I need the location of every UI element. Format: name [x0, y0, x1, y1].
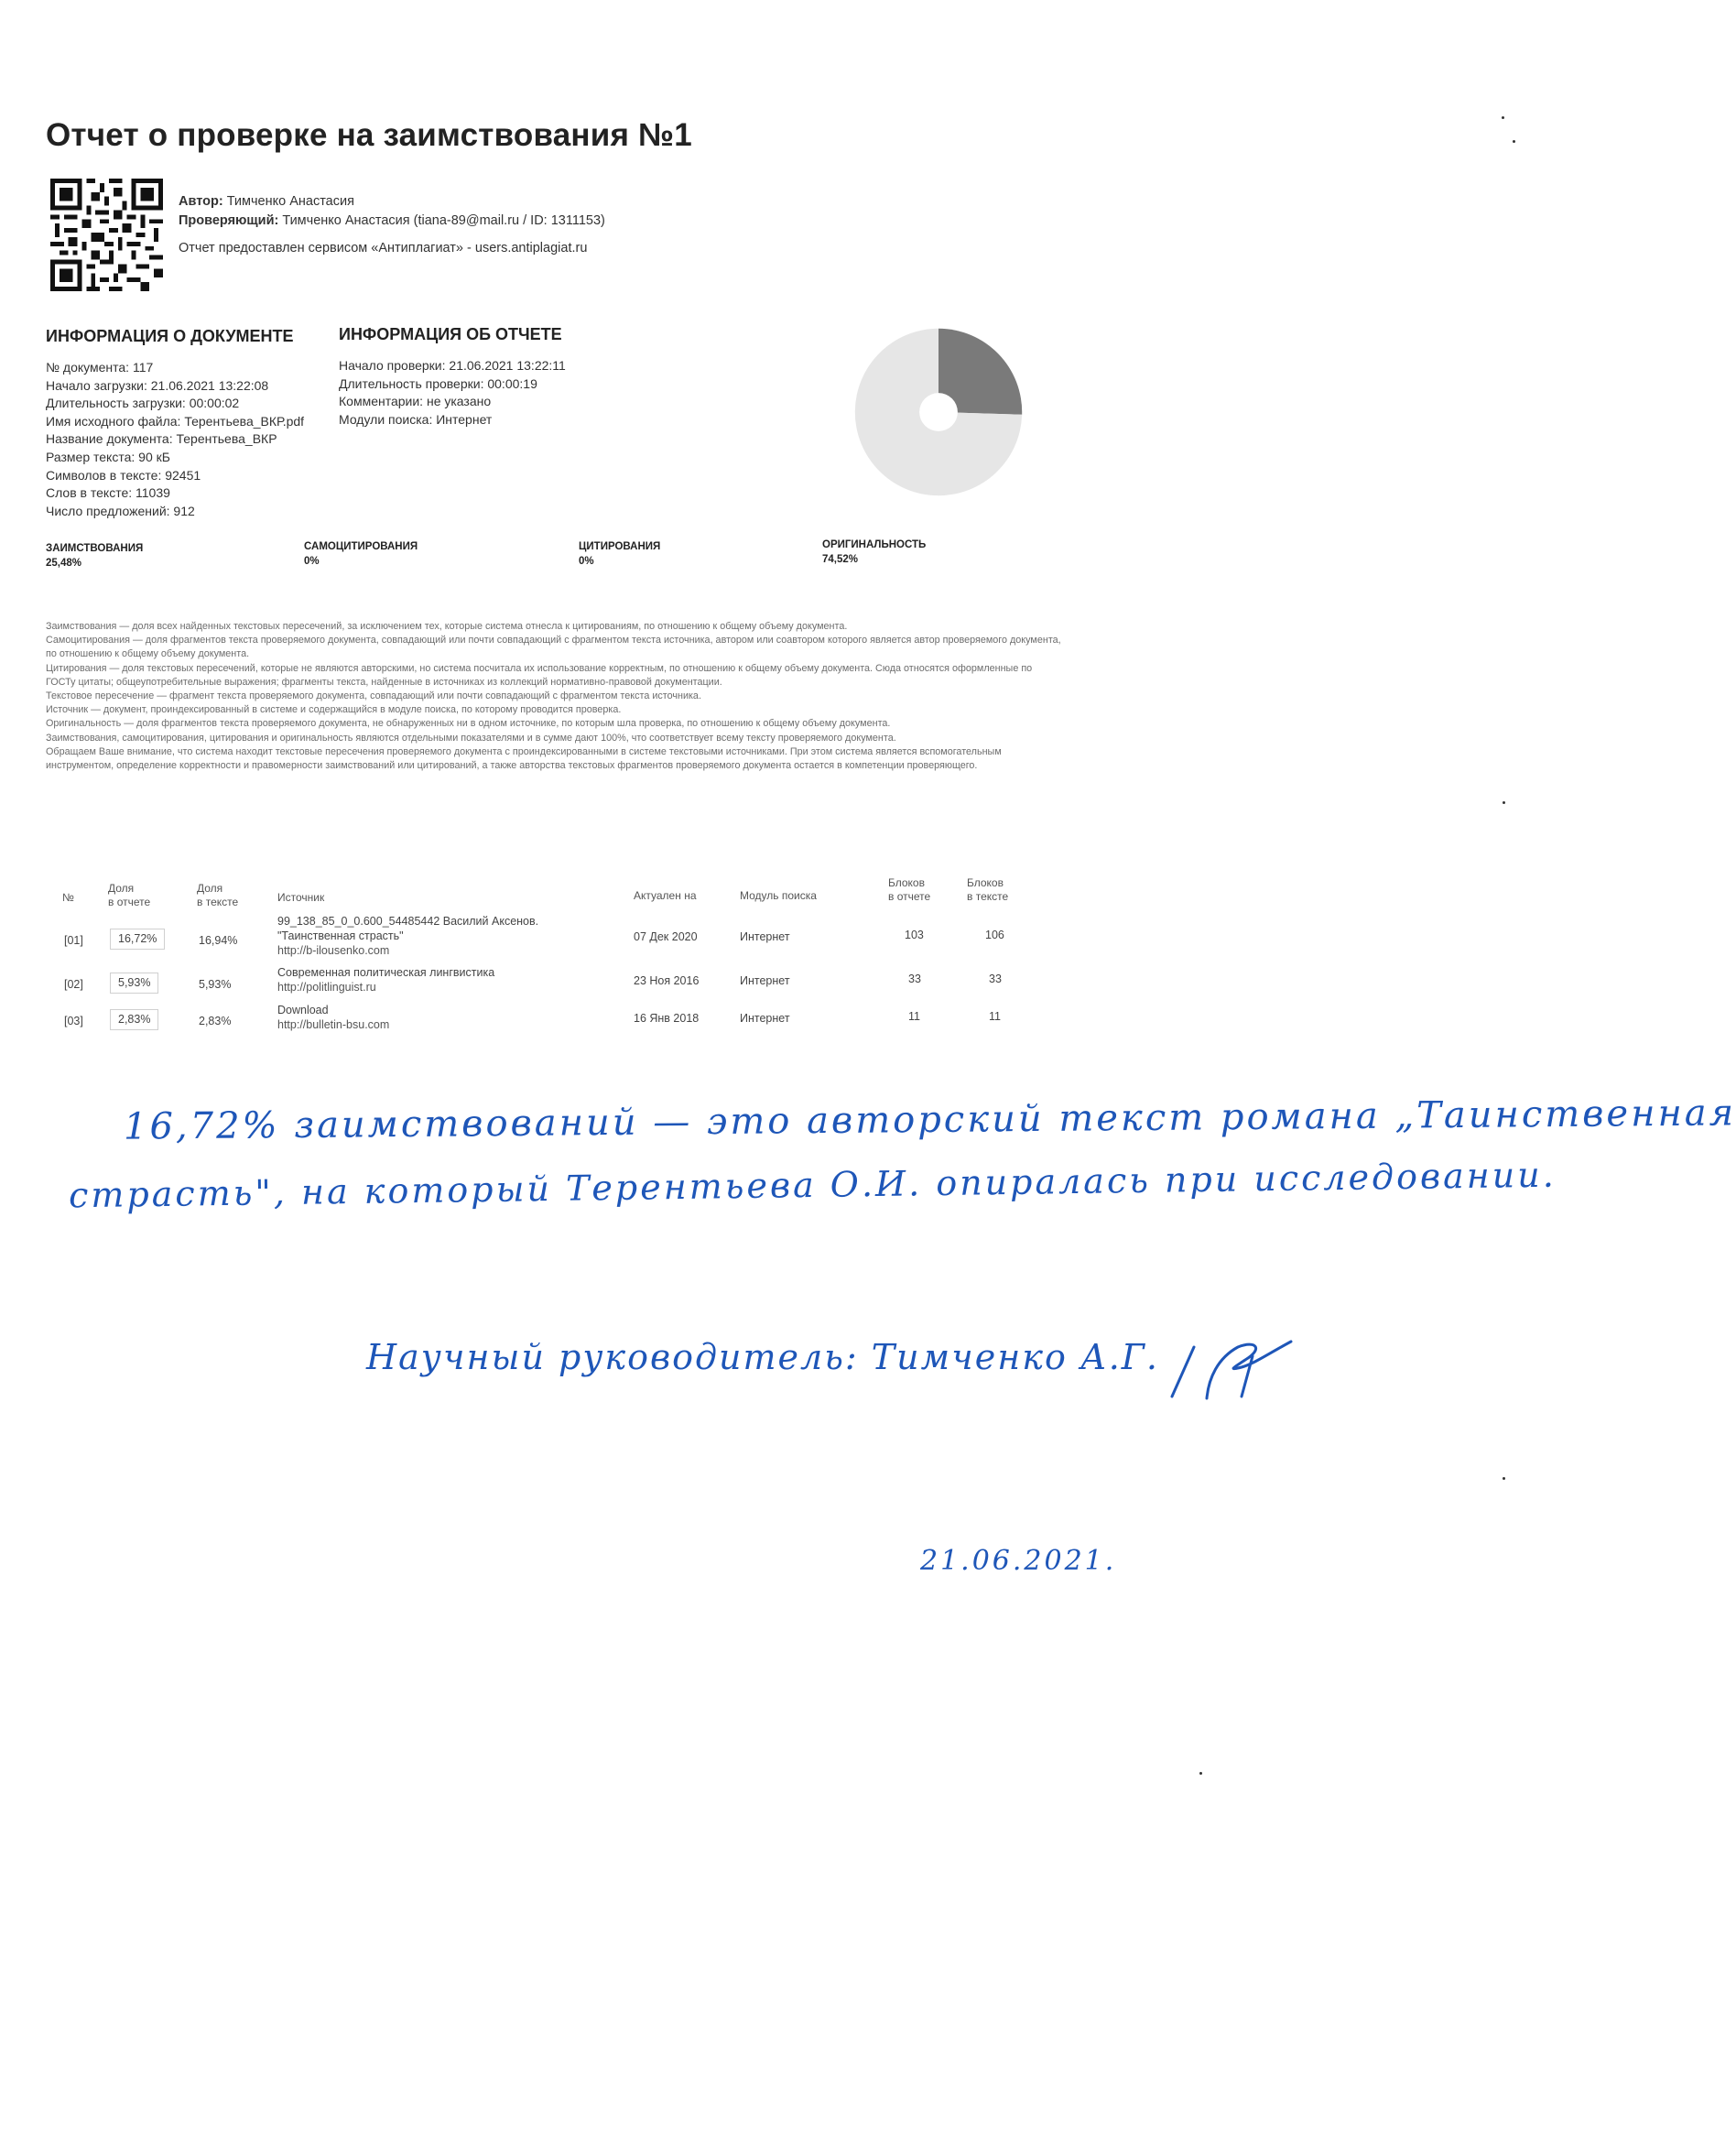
doc-info-section — [46, 327, 304, 520]
qr-code — [50, 179, 163, 291]
checker-name: Тимченко Анастасия (tiana-89@mail.ru / ID: 1311153) — [282, 213, 605, 228]
row-module: Интернет — [740, 1012, 790, 1025]
share-report-box: 5,93% — [110, 973, 158, 994]
row-module: Интернет — [740, 974, 790, 987]
originality-pie-chart — [852, 325, 1025, 499]
definition-paragraph: Источник — документ, проиндексированный в системе и содержащийся в модуле поиска, по которому проводится проверка. — [46, 704, 622, 716]
col-header-line: в тексте — [967, 890, 1009, 903]
stat-label: ОРИГИНАЛЬНОСТЬ — [822, 539, 927, 550]
row-blocks-report: 33 — [908, 973, 921, 985]
supervisor-signature — [1154, 1332, 1300, 1410]
doc-info-line: № документа: 117 — [46, 360, 154, 375]
col-header-blocks-report — [888, 876, 930, 904]
definition-paragraph: Обращаем Ваше внимание, что система находит текстовые пересечения проверяемого документа с проиндексированными в системе текстовыми источниками. При этом система является вспомогательным инструментом, определение корректности и правомерности заимствований или цитирований, а также авторства текстовых фрагментов проверяемого документа остается в компетенции проверяющего. — [46, 745, 1002, 772]
col-header-no: № — [62, 891, 74, 904]
row-source — [277, 1003, 589, 1032]
definition-paragraph: Текстовое пересечение — фрагмент текста проверяемого документа, совпадающий или почти совпадающий с фрагментом текста источника. — [46, 690, 701, 702]
handwritten-note-line-1: 16,72% заимствований — это авторский текст романа „Таинственная — [123, 1092, 1736, 1148]
source-url: http://b-ilousenko.com — [277, 944, 390, 957]
stat-value: 25,48% — [46, 558, 82, 569]
row-source — [277, 965, 589, 994]
row-share-text: 16,94% — [199, 934, 238, 947]
col-header-line: Блоков — [888, 876, 925, 889]
col-header-line: в отчете — [888, 890, 931, 903]
stat-value: 0% — [304, 556, 320, 567]
definition-paragraph: Заимствования — доля всех найденных текстовых пересечений, за исключением тех, которые система отнесла к цитированиям, по отношению к общему объему документа. — [46, 621, 848, 632]
col-header-line: Доля — [197, 882, 223, 895]
stat-label: САМОЦИТИРОВАНИЯ — [304, 541, 418, 552]
share-report-box: 2,83% — [110, 1009, 158, 1030]
row-share-text: 5,93% — [199, 978, 232, 991]
stat-label: ЦИТИРОВАНИЯ — [579, 541, 661, 552]
row-share-report — [110, 973, 158, 994]
source-title: Download — [277, 1004, 329, 1016]
handwritten-date: 21.06.2021. — [920, 1545, 1117, 1577]
definition-paragraph: Цитирования — доля текстовых пересечений, которые не являются авторскими, но система посчитала их использование корректным, по отношению к общему объему документа. Сюда относятся оформленные по ГОСТу цитаты; общеупотребительные выражения; фрагменты текста, найденные в источниках из коллекций нормативно-правовой документации. — [46, 662, 1033, 688]
scan-speck — [1503, 1477, 1505, 1480]
doc-info-line: Начало загрузки: 21.06.2021 13:22:08 — [46, 377, 269, 393]
report-title: Отчет о проверке на заимствования №1 — [46, 117, 692, 153]
scan-speck — [1513, 140, 1515, 143]
row-updated: 07 Дек 2020 — [634, 930, 698, 943]
pie-center-hole — [919, 393, 958, 431]
row-updated: 16 Янв 2018 — [634, 1012, 700, 1025]
doc-info-line: Слов в тексте: 11039 — [46, 485, 170, 501]
col-header-line: в отчете — [108, 896, 151, 908]
report-info-line: Длительность проверки: 00:00:19 — [339, 375, 537, 391]
col-header-source: Источник — [277, 891, 325, 904]
report-info-line: Комментарии: не указано — [339, 394, 492, 409]
definitions-block — [46, 620, 1062, 773]
col-header-share-report — [108, 882, 150, 909]
row-share-report — [110, 929, 165, 950]
doc-info-heading: ИНФОРМАЦИЯ О ДОКУМЕНТЕ — [46, 327, 294, 345]
row-updated: 23 Ноя 2016 — [634, 974, 700, 987]
row-source — [277, 914, 589, 958]
doc-info-line: Число предложений: 912 — [46, 503, 195, 518]
source-title: 99_138_85_0_0.600_54485442 Василий Аксенов. "Таинственная страсть" — [277, 915, 539, 942]
scan-speck — [1502, 116, 1504, 119]
row-blocks-report: 11 — [908, 1010, 920, 1023]
col-header-line: в тексте — [197, 896, 239, 908]
row-blocks-text: 106 — [985, 929, 1004, 941]
stat-label: ЗАИМСТВОВАНИЯ — [46, 543, 144, 554]
stat-borrowings — [46, 543, 143, 569]
row-number: [02] — [64, 978, 83, 991]
scan-speck — [1199, 1772, 1202, 1775]
source-url: http://bulletin-bsu.com — [277, 1018, 390, 1031]
stat-originality — [822, 539, 926, 565]
doc-info-line: Название документа: Терентьева_ВКР — [46, 431, 277, 447]
stat-citations — [579, 541, 660, 567]
row-blocks-text: 33 — [989, 973, 1002, 985]
author-line — [179, 192, 605, 212]
checker-line — [179, 212, 605, 231]
col-header-updated: Актуален на — [634, 889, 697, 902]
doc-info-list — [46, 359, 304, 520]
row-blocks-report: 103 — [905, 929, 924, 941]
stat-self-citations — [304, 541, 418, 567]
stat-value: 74,52% — [822, 554, 859, 565]
report-info-list — [339, 357, 566, 429]
definition-paragraph: Оригинальность — доля фрагментов текста проверяемого документа, не обнаруженных ни в одном источнике, по которым шла проверка, по отношению к общему объему документа. — [46, 718, 891, 730]
doc-info-line: Символов в тексте: 92451 — [46, 467, 201, 483]
service-note: Отчет предоставлен сервисом «Антиплагиат» - users.antiplagiat.ru — [179, 241, 588, 255]
handwritten-supervisor: Научный руководитель: Тимченко А.Г. — [366, 1337, 1160, 1377]
doc-info-line: Имя исходного файла: Терентьева_ВКР.pdf — [46, 413, 305, 429]
col-header-blocks-text — [967, 876, 1008, 904]
report-info-line: Модули поиска: Интернет — [339, 411, 493, 427]
checker-label: Проверяющий: — [179, 213, 279, 228]
col-header-module: Модуль поиска — [740, 889, 817, 902]
row-number: [01] — [64, 934, 83, 947]
source-url: http://politlinguist.ru — [277, 981, 376, 994]
share-report-box: 16,72% — [110, 929, 165, 950]
report-info-section — [339, 325, 566, 429]
row-number: [03] — [64, 1015, 83, 1027]
report-meta — [179, 192, 605, 258]
author-label: Автор: — [179, 194, 223, 209]
report-info-line: Начало проверки: 21.06.2021 13:22:11 — [339, 358, 566, 373]
handwritten-note-line-2: страсть", на который Терентьева О.И. опиралась при исследовании. — [68, 1154, 1557, 1216]
col-header-line: Блоков — [967, 876, 1004, 889]
doc-info-line: Длительность загрузки: 00:00:02 — [46, 396, 240, 411]
row-share-report — [110, 1009, 158, 1030]
source-title: Современная политическая лингвистика — [277, 966, 495, 979]
col-header-line: Доля — [108, 882, 135, 895]
col-header-share-text — [197, 882, 238, 909]
definition-paragraph: Самоцитирования — доля фрагментов текста проверяемого документа, совпадающий или почти совпадающий с фрагментом текста источника, автором или соавтором которого является автор проверяемого документа, по отношению к общему объему документа. — [46, 635, 1061, 660]
stat-value: 0% — [579, 556, 594, 567]
definition-paragraph: Заимствования, самоцитирования, цитирования и оригинальность являются отдельными показателями и в сумме дают 100%, что соответствует всему тексту проверяемого документа. — [46, 732, 896, 744]
scan-speck — [1503, 801, 1505, 804]
author-name: Тимченко Анастасия — [226, 194, 354, 209]
row-module: Интернет — [740, 930, 790, 943]
report-info-heading: ИНФОРМАЦИЯ ОБ ОТЧЕТЕ — [339, 325, 562, 343]
row-share-text: 2,83% — [199, 1015, 232, 1027]
row-blocks-text: 11 — [989, 1010, 1001, 1023]
doc-info-line: Размер текста: 90 кБ — [46, 449, 170, 464]
